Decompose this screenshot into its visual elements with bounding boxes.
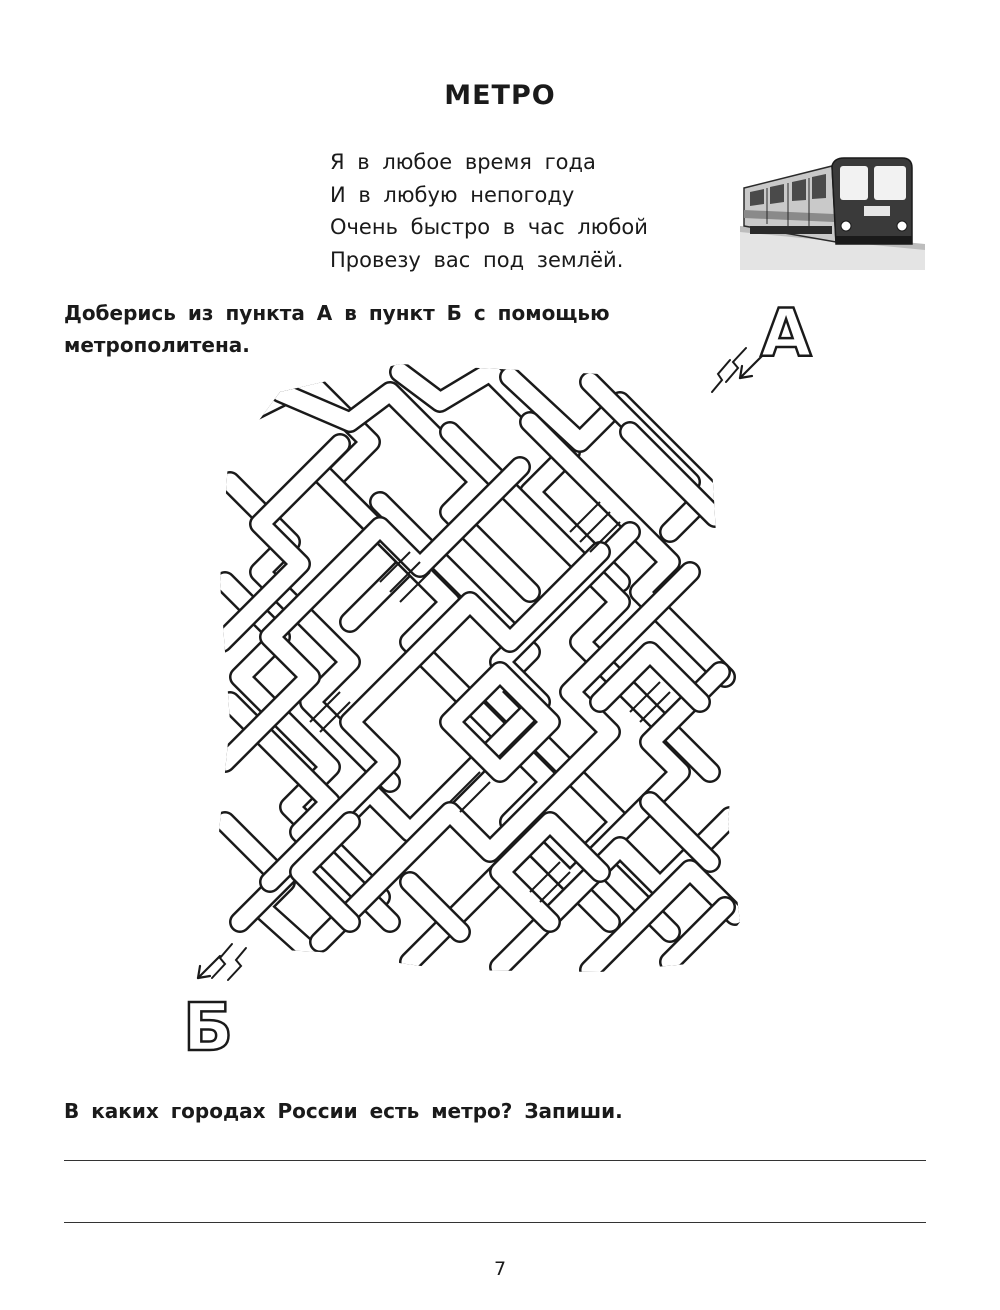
maze-tracks — [222, 372, 735, 970]
poem-line: Я в любое время года — [330, 150, 596, 174]
arrow-down-left-icon — [198, 956, 220, 978]
poem-line: И в любую непогоду — [330, 182, 575, 207]
poem-line: Очень быстро в час любой — [330, 215, 648, 239]
question: В каких городах России есть метро? Запиши. — [64, 1099, 623, 1123]
page-title: МЕТРО — [444, 80, 556, 111]
task-instruction: Доберись из пункта А в пункт Б с помощью метрополитена. — [64, 301, 610, 357]
answer-line[interactable] — [64, 1222, 926, 1223]
poem-line: Провезу вас под землёй. — [330, 247, 624, 272]
maze-end-label: Б — [182, 989, 234, 1062]
arrow-down-left-icon — [740, 356, 762, 378]
answer-line[interactable] — [64, 1160, 926, 1161]
page-number: 7 — [493, 1258, 507, 1280]
poem — [330, 146, 648, 276]
maze-start-label: А — [760, 295, 812, 372]
maze[interactable] — [150, 282, 850, 1062]
metro-train-icon — [740, 152, 925, 270]
